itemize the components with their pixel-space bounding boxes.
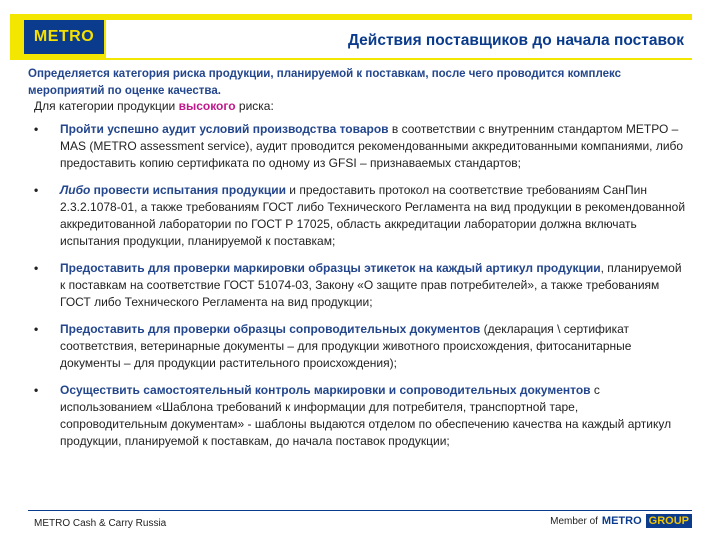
intro-line	[34, 98, 686, 115]
metro-logo-text: METRO	[33, 28, 95, 45]
item-text: (декларация \ сертификат соответствия, ветеринарные документы – для продукции животного происхождения, фитосанитарные документы – для продукции растительного происхождения);	[60, 322, 632, 370]
list-item	[34, 121, 686, 172]
intro-suffix: риска:	[238, 99, 274, 113]
item-lead: Предоставить для проверки маркировки образцы этикеток на каждый артикул продукции	[60, 261, 601, 275]
bullet-icon: •	[34, 322, 39, 336]
intro-highlight: высокого	[178, 99, 236, 113]
list-item	[34, 260, 686, 311]
subtitle: Определяется категория риска продукции, планируемой к поставкам, после чего проводится комплекс мероприятий по оценке качества.	[28, 68, 622, 97]
item-text: и предоставить протокол на соответствие требованиям СанПин 2.3.2.1078-01, а также требованиям ГОСТ либо Технического Регламента на вид продукции в рекомендованной аккредитованной лаборатории по ГОСТ Р 17025, область аккредитации лаборатории должна включать испытания продукции, планируемой к поставкам;	[60, 183, 686, 248]
list-item	[34, 382, 686, 450]
item-lead: Осуществить самостоятельный контроль маркировки и сопроводительных документов	[60, 383, 591, 397]
bullet-icon: •	[34, 183, 39, 197]
list-item	[34, 182, 686, 250]
intro-prefix: Для категории продукции	[34, 99, 176, 113]
footer-company: METRO Cash & Carry Russia	[34, 518, 167, 529]
main-content	[34, 98, 686, 460]
item-text: , планируемой к поставкам на соответствие ГОСТ 51074-03, Закону «О защите прав потребителей», а также требованиям ГОСТ либо Технического Регламента на вид продукции;	[60, 261, 682, 309]
metro-logo	[24, 20, 104, 54]
item-lead: Предоставить для проверки образцы сопроводительных документов	[60, 322, 481, 336]
requirements-list	[34, 121, 686, 450]
item-lead-italic: Либо	[60, 183, 91, 197]
footer-divider	[28, 510, 692, 511]
bullet-icon: •	[34, 122, 39, 136]
list-item	[34, 321, 686, 372]
item-text: в соответствии с внутренним стандартом МЕТРО – MAS (METRO assessment service), аудит проводится рекомендованными аккредитованными компаниями, либо предоставить копию сертификата по одному из GFSI – признаваемых стандартов;	[60, 122, 684, 170]
item-lead: провести испытания продукции	[90, 183, 286, 197]
item-lead: Пройти успешно аудит условий производства товаров	[60, 122, 389, 136]
member-of-label: Member of	[550, 515, 598, 527]
bullet-icon: •	[34, 383, 39, 397]
slide-title: Действия поставщиков до начала поставок	[347, 32, 684, 49]
footer-member-of	[550, 514, 692, 528]
metro-group-logo-group: GROUP	[646, 514, 692, 528]
bullet-icon: •	[34, 261, 39, 275]
metro-group-logo-metro: METRO	[601, 515, 642, 527]
item-text: с использованием «Шаблона требований к информации для потребителя, транспортной таре, сопроводительным документам» - шаблоны выдаются отделом по обеспечению качества на каждый артикул продукции, планируемой к поставкам, до начала поставок продукции;	[60, 383, 672, 448]
